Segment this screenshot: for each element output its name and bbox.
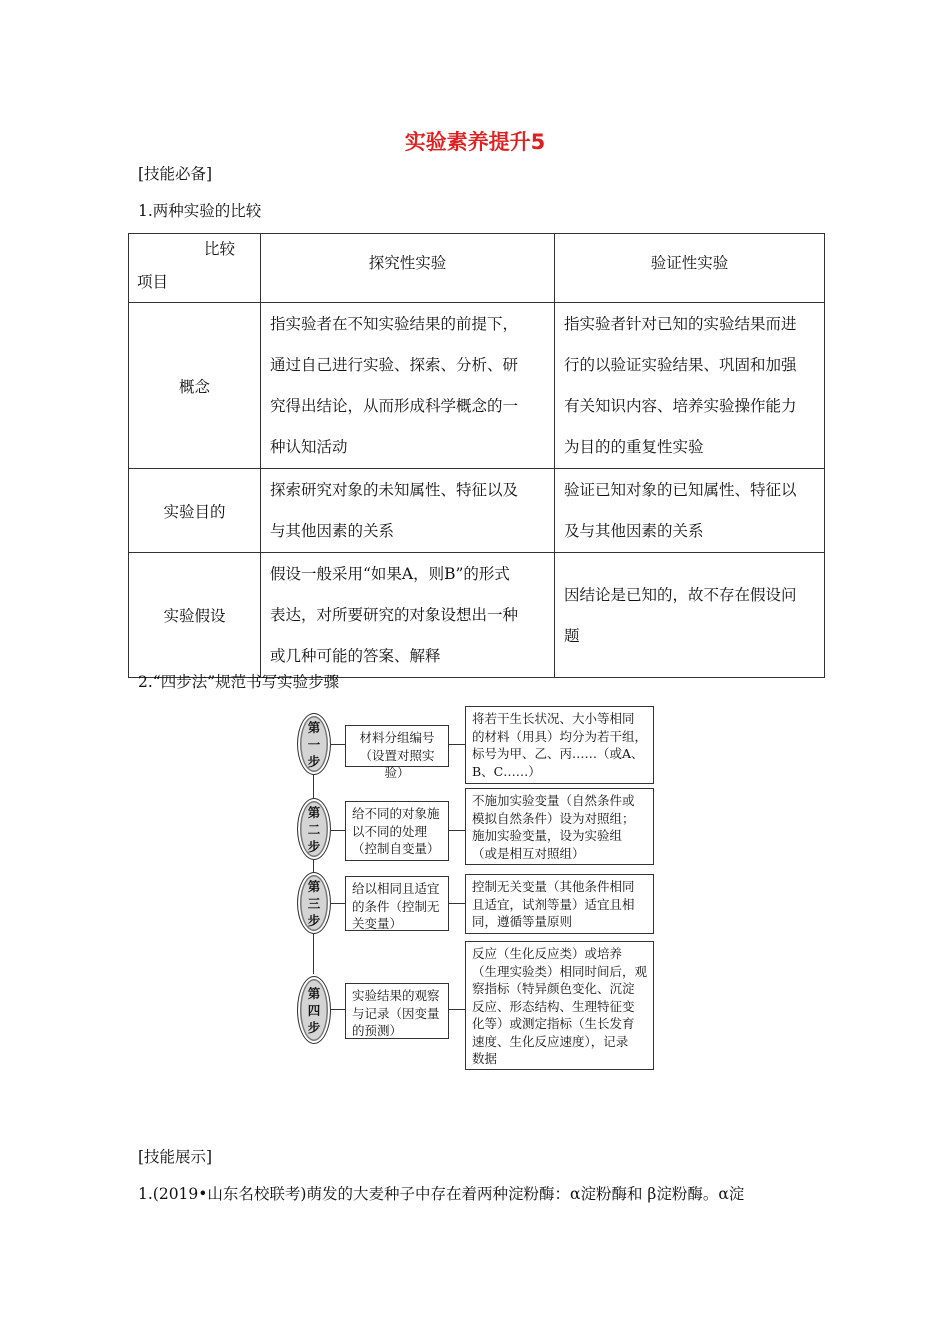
box-line: 标号为甲、乙、丙……（或A、 [472, 746, 644, 761]
box-line: 同，遵循等量原则 [472, 914, 573, 929]
box-line: （控制自变量） [352, 841, 440, 856]
cell-line: 验证已知对象的已知属性、特征以 [564, 481, 797, 499]
box-line: 速度、生化反应速度），记录 [472, 1033, 629, 1049]
box-line: 察指标（特异颜色变化、沉淀 [472, 981, 635, 996]
connector-line [331, 903, 345, 904]
page-title: 实验素养提升5 [404, 130, 546, 154]
column-header-exploratory: 探究性实验 [261, 234, 555, 303]
box-line: 控制无关变量（其他条件相同 [472, 879, 635, 894]
column-header-verification: 验证性实验 [555, 234, 825, 303]
step-1-detail-box [465, 706, 654, 784]
box-line: （生理实验类）相同时间后，观 [472, 963, 648, 979]
cell-line: 种认知活动 [270, 438, 348, 456]
box-line: 反应（生化反应类）或培养 [472, 946, 623, 961]
step-badge-3: 第三步 [297, 872, 331, 934]
corner-item-label: 项目 [137, 273, 169, 291]
cell-line: 假设一般采用“如果A，则B”的形式 [270, 565, 510, 583]
box-line: 以不同的处理 [352, 823, 428, 839]
connector-line [449, 830, 465, 831]
box-line: B、C……） [472, 763, 541, 779]
connector-line [331, 1009, 345, 1010]
box-line: 的材料（用具）均分为若干组， [472, 728, 648, 744]
connector-line [313, 775, 314, 800]
box-line: 关变量） [352, 916, 403, 931]
connector-line [331, 830, 345, 831]
step-badge-1: 第一步 [297, 713, 331, 775]
box-line: 材料分组编号 [359, 730, 435, 745]
heading-comparison: 1.两种实验的比较 [138, 202, 262, 220]
connector-line [449, 1009, 465, 1010]
row-label: 概念 [129, 303, 261, 469]
step-1-action-box [345, 725, 449, 780]
row-label: 实验目的 [129, 469, 261, 553]
box-line: 施加实验变量，设为实验组 [472, 828, 623, 843]
step-2-detail-box [465, 788, 654, 865]
box-line: 不施加实验变量（自然条件或 [472, 793, 635, 808]
section-label-skills-required: [技能必备] [138, 165, 213, 183]
row-label: 实验假设 [129, 553, 261, 678]
cell-line: 及与其他因素的关系 [564, 522, 704, 540]
box-line: 数据 [472, 1051, 498, 1066]
step-badge-2: 第二步 [297, 798, 331, 860]
step-3-detail-box [465, 874, 654, 934]
step-badge-4: 第四步 [297, 976, 331, 1044]
box-line: （或是相互对照组） [472, 845, 585, 861]
cell-line: 题 [564, 626, 580, 645]
step-3-action-box [345, 876, 449, 931]
box-line: 模拟自然条件）设为对照组； [472, 810, 635, 826]
cell-line: 有关知识内容、培养实验操作能力 [564, 397, 797, 415]
box-line: 给以相同且适宜 [352, 881, 440, 896]
cell-line: 与其他因素的关系 [270, 522, 395, 540]
connector-line [313, 934, 314, 974]
box-line: 反应、形态结构、生理特征变 [472, 998, 635, 1014]
cell-line: 指实验者在不知实验结果的前提下， [270, 315, 519, 333]
cell-line: 表达，对所要研究的对象设想出一种 [270, 606, 519, 624]
cell-line: 通过自己进行实验、探索、分析、研 [270, 356, 519, 374]
box-line: 的预测） [352, 1023, 403, 1038]
section-label-skills-display: [技能展示] [138, 1148, 213, 1166]
box-line: 化等）或测定指标（生长发育 [472, 1016, 635, 1031]
box-line: 将若干生长状况、大小等相同 [472, 711, 635, 726]
connector-line [449, 903, 465, 904]
corner-compare-label: 比较 [204, 240, 236, 258]
cell-line: 探索研究对象的未知属性、特征以及 [270, 481, 519, 499]
cell-line: 为目的的重复性实验 [564, 438, 704, 456]
cell-line: 行的以验证实验结果、巩固和加强 [564, 356, 797, 374]
connector-line [449, 744, 465, 745]
step-4-detail-box [465, 941, 654, 1070]
cell-line: 指实验者针对已知的实验结果而进 [564, 315, 797, 333]
heading-four-step: 2.“四步法”规范书写实验步骤 [138, 673, 340, 691]
cell-line: 究得出结论，从而形成科学概念的一 [270, 397, 519, 415]
box-line: 与记录（因变量 [352, 1005, 440, 1021]
box-line: 给不同的对象施 [352, 806, 440, 821]
connector-line [331, 744, 345, 745]
box-line: 实验结果的观察 [352, 988, 440, 1003]
step-4-action-box [345, 983, 449, 1039]
question-1: 1.(2019•山东名校联考)萌发的大麦种子中存在着两种淀粉酶：α淀粉酶和 β淀粉酶。α淀 [138, 1185, 745, 1203]
connector-line [313, 860, 314, 872]
box-line: 的条件（控制无 [352, 898, 440, 914]
box-line: 且适宜，试剂等量）适宜且相 [472, 896, 635, 912]
step-2-action-box [345, 801, 449, 861]
cell-line: 或几种可能的答案、解释 [270, 647, 441, 665]
cell-line: 因结论是已知的，故不存在假设问 [564, 585, 797, 604]
box-line: （设置对照实验） [359, 747, 435, 780]
